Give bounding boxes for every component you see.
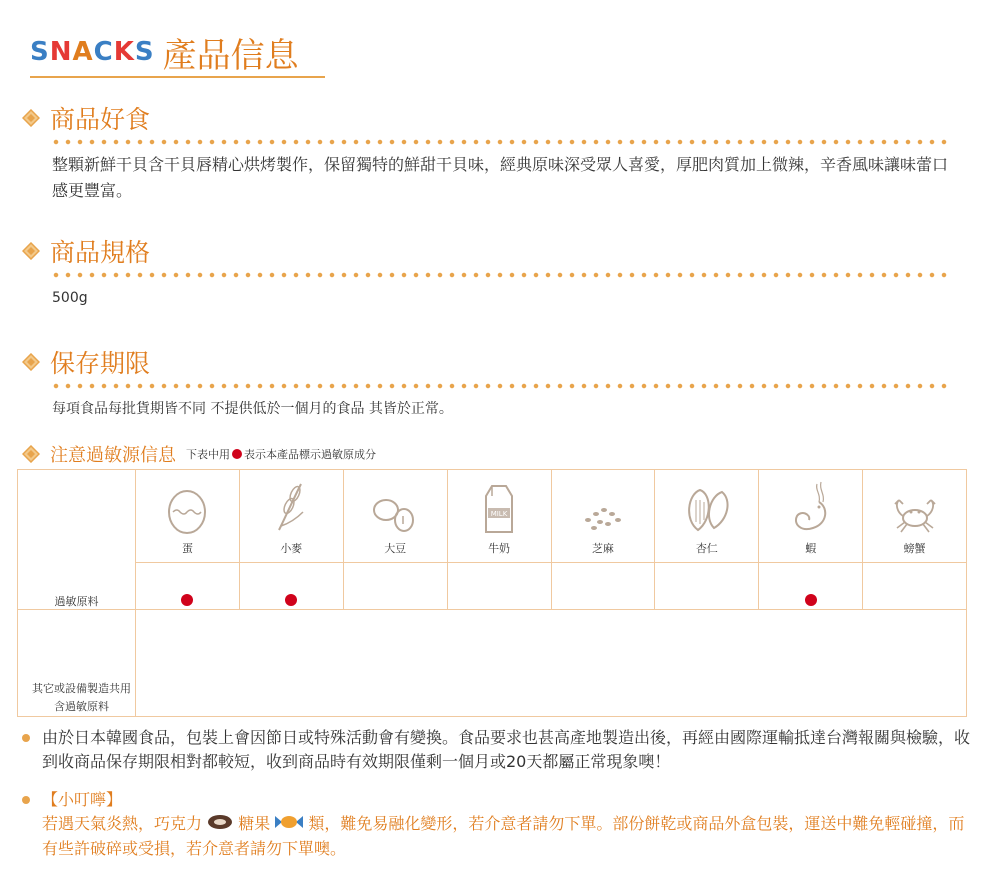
almond-icon bbox=[682, 486, 732, 534]
allergy-header bbox=[22, 441, 376, 467]
tip-text-part2: 糖果 bbox=[238, 814, 271, 833]
section-storage bbox=[22, 344, 952, 422]
section-title: 商品規格 bbox=[50, 238, 151, 267]
tip-text-part3: 類，難免易融化變形，若介意者請勿下單。部份餅乾或商品外盒包裝，運送中難免輕碰撞，而有些許破碎或受損，若介意者請勿下單噢。 bbox=[42, 814, 965, 858]
notes bbox=[22, 726, 972, 869]
candy-icon bbox=[275, 813, 303, 837]
allergen-name: 芝麻 bbox=[591, 542, 614, 555]
allergen-mark-milk bbox=[447, 563, 551, 610]
note-item bbox=[22, 726, 972, 774]
chocolate-icon bbox=[207, 813, 233, 837]
shrimp-icon bbox=[789, 480, 833, 534]
tip-text-part1: 若遇天氣炎熱，巧克力 bbox=[42, 814, 203, 833]
sesame-icon bbox=[578, 500, 628, 534]
section-title: 保存期限 bbox=[50, 349, 151, 378]
tip-text bbox=[42, 812, 972, 861]
brand-letter: K bbox=[113, 37, 135, 67]
allergen-name: 小麥 bbox=[280, 542, 303, 555]
section-title: 商品好食 bbox=[50, 105, 151, 134]
allergen-mark-almond bbox=[655, 563, 759, 610]
allergen-cell-egg bbox=[136, 470, 240, 563]
soybean-icon bbox=[370, 494, 420, 534]
section-good-food bbox=[22, 100, 952, 204]
allergen-cell-milk bbox=[447, 470, 551, 563]
other-allergen-label: 其它或設備製造共用含過敏原料 bbox=[18, 610, 136, 717]
allergen-mark-egg bbox=[136, 563, 240, 610]
allergy-note-after: 表示本產品標示過敏原成分 bbox=[244, 448, 376, 461]
allergen-present-icon bbox=[181, 594, 193, 606]
brand-letter: S bbox=[134, 37, 155, 67]
brand-letter: N bbox=[49, 37, 73, 67]
section-body: 500g bbox=[52, 290, 88, 306]
tip-title: 【小叮嚀】 bbox=[42, 790, 123, 809]
diamond-icon bbox=[22, 353, 40, 371]
allergen-mark-wheat bbox=[239, 563, 343, 610]
allergen-name: 蛋 bbox=[181, 542, 193, 555]
allergy-title: 注意過敏源信息 bbox=[50, 445, 176, 466]
dotted-divider bbox=[50, 138, 952, 146]
bullet-icon bbox=[22, 734, 30, 742]
allergy-note bbox=[186, 446, 376, 462]
allergen-name: 螃蟹 bbox=[903, 542, 926, 555]
allergy-note-before: 下表中用 bbox=[186, 448, 230, 461]
bullet-icon bbox=[22, 796, 30, 804]
tip-item bbox=[22, 788, 972, 861]
dotted-divider bbox=[50, 271, 952, 279]
allergen-mark-sesame bbox=[551, 563, 655, 610]
brand-letter: A bbox=[72, 37, 94, 67]
diamond-icon bbox=[22, 109, 40, 127]
diamond-icon bbox=[22, 242, 40, 260]
egg-icon bbox=[165, 486, 209, 534]
brand-letter: C bbox=[93, 37, 114, 67]
allergen-cell-soybean bbox=[343, 470, 447, 563]
allergen-cell-wheat bbox=[239, 470, 343, 563]
allergen-cell-sesame bbox=[551, 470, 655, 563]
page-title: 產品信息 bbox=[162, 35, 299, 76]
allergen-mark-crab bbox=[863, 563, 967, 610]
note-text: 由於日本韓國食品，包裝上會因節日或特殊活動會有變換。食品要求也甚高產地製造出後，再經由國際運輸抵達台灣報關與檢驗，收到收商品保存期限相對都較短，收到商品時有效期限僅剩一個月或20天都屬正常現象噢！ bbox=[42, 728, 971, 771]
allergen-mark-icon bbox=[232, 449, 242, 459]
allergen-name: 蝦 bbox=[805, 542, 817, 555]
allergen-name: 杏仁 bbox=[695, 542, 718, 555]
wheat-icon bbox=[271, 480, 311, 534]
allergen-cell-shrimp bbox=[759, 470, 863, 563]
brand-letter: S bbox=[30, 37, 50, 67]
section-spec bbox=[22, 233, 952, 311]
page-header bbox=[30, 28, 325, 78]
allergy-row-label: 過敏原料 bbox=[18, 470, 136, 610]
allergen-name: 牛奶 bbox=[488, 542, 511, 555]
allergen-cell-almond bbox=[655, 470, 759, 563]
section-body: 整顆新鮮干貝含干貝唇精心烘烤製作，保留獨特的鮮甜干貝味，經典原味深受眾人喜愛，厚肥肉質加上微辣，辛香風味讓味蕾口感更豐富。 bbox=[52, 155, 949, 200]
allergen-mark-soybean bbox=[343, 563, 447, 610]
allergen-mark-shrimp bbox=[759, 563, 863, 610]
dotted-divider bbox=[50, 382, 952, 390]
allergen-present-icon bbox=[285, 594, 297, 606]
section-body: 每項食品每批貨期皆不同 不提供低於一個月的食品 其皆於正常。 bbox=[52, 401, 453, 417]
allergen-cell-crab bbox=[863, 470, 967, 563]
allergen-name: 大豆 bbox=[384, 542, 407, 555]
diamond-icon bbox=[22, 445, 40, 463]
allergen-present-icon bbox=[805, 594, 817, 606]
milk-icon bbox=[482, 482, 516, 534]
other-allergen-value bbox=[136, 610, 967, 717]
allergy-table bbox=[17, 469, 967, 717]
milk-label: MILK bbox=[490, 510, 508, 518]
brand-logo bbox=[30, 37, 155, 67]
crab-icon bbox=[891, 494, 939, 534]
